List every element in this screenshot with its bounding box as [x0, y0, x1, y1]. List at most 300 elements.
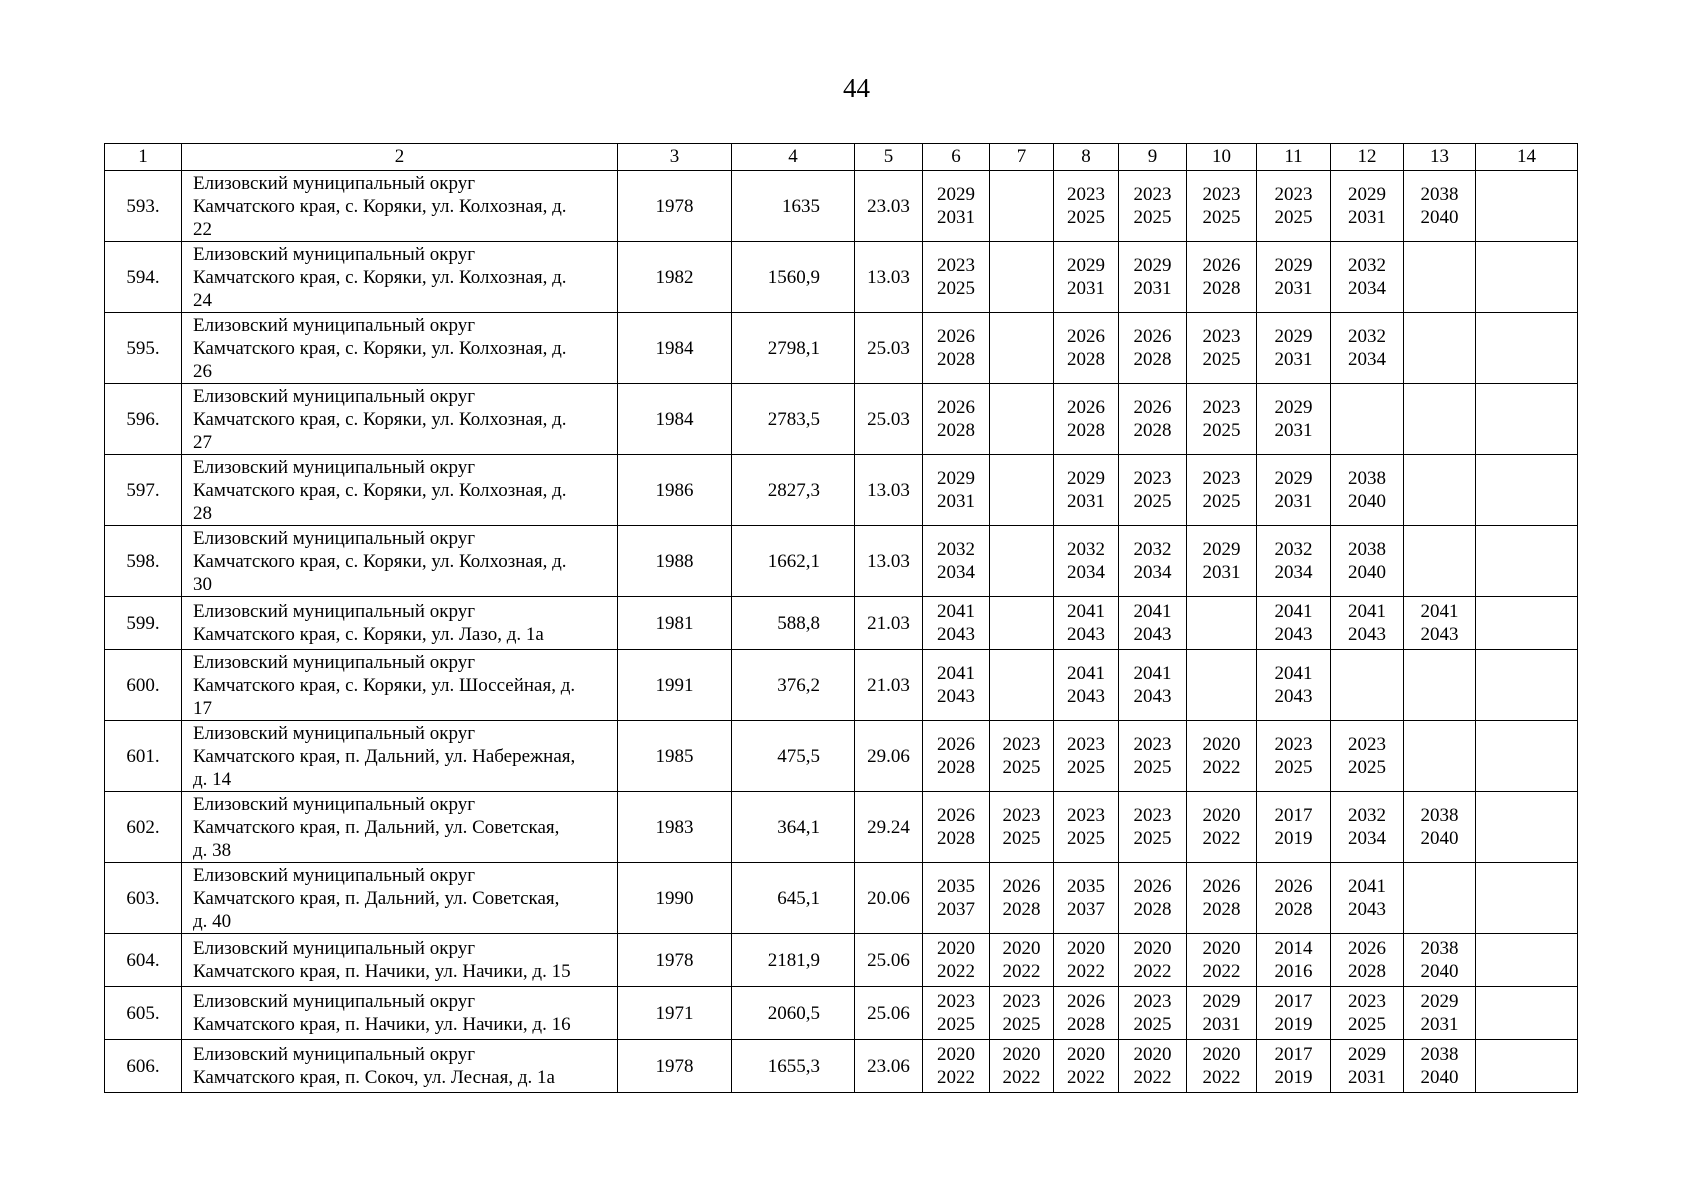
period-cell — [1187, 934, 1257, 987]
period-year: 2032 — [1133, 539, 1172, 560]
period-year: 2025 — [1133, 207, 1172, 228]
period-year: 2025 — [1002, 1014, 1041, 1035]
period-year: 2026 — [1067, 397, 1105, 418]
period-year: 2040 — [1420, 828, 1459, 849]
period-year: 2028 — [1067, 1014, 1105, 1035]
period-year: 2028 — [937, 349, 975, 370]
period-cell — [1476, 526, 1578, 597]
period-year: 2028 — [937, 828, 975, 849]
period-year: 2022 — [1202, 757, 1241, 778]
period-cell — [1257, 597, 1331, 650]
period-year: 2031 — [1348, 1067, 1386, 1088]
period-cell — [1476, 721, 1578, 792]
period-cell — [1476, 863, 1578, 934]
period-year: 2041 — [1067, 601, 1105, 622]
period-year: 2026 — [1202, 876, 1241, 897]
address-line: Елизовский муниципальный округ — [193, 243, 475, 265]
period-cell — [1404, 171, 1476, 242]
address-line: Камчатского края, с. Коряки, ул. Колхозная, д. — [193, 479, 567, 501]
header-cell-6: 6 — [923, 144, 990, 171]
period-year: 2029 — [1202, 991, 1241, 1012]
address-line: д. 40 — [193, 910, 232, 932]
period-cell — [1119, 242, 1187, 313]
period-year: 2031 — [1274, 491, 1313, 512]
period-year: 2040 — [1348, 491, 1386, 512]
period-year: 2025 — [1202, 349, 1241, 370]
period-cell — [1476, 792, 1578, 863]
period-cell — [1187, 792, 1257, 863]
period-cell — [923, 384, 990, 455]
period-year: 2028 — [1133, 420, 1172, 441]
period-cell — [923, 1040, 990, 1093]
period-cell — [1187, 455, 1257, 526]
period-cell — [1404, 934, 1476, 987]
address-cell — [182, 721, 618, 792]
period-year: 2043 — [1348, 899, 1386, 920]
period-cell — [990, 650, 1054, 721]
year-cell: 1978 — [618, 1040, 732, 1093]
period-year: 2025 — [1067, 757, 1105, 778]
header-cell-11: 11 — [1257, 144, 1331, 171]
header-cell-13: 13 — [1404, 144, 1476, 171]
year-cell: 1991 — [618, 650, 732, 721]
period-year: 2022 — [1202, 828, 1241, 849]
row-number: 606. — [105, 1040, 182, 1093]
row-number: 605. — [105, 987, 182, 1040]
address-line: 17 — [193, 697, 212, 719]
header-cell-2: 2 — [182, 144, 618, 171]
period-year: 2034 — [1348, 828, 1386, 849]
row-number: 594. — [105, 242, 182, 313]
period-cell — [1119, 597, 1187, 650]
period-year: 2041 — [937, 663, 975, 684]
period-cell — [1404, 242, 1476, 313]
address-line: 24 — [193, 289, 212, 311]
address-cell — [182, 242, 618, 313]
period-year: 2019 — [1274, 1014, 1313, 1035]
period-cell — [923, 792, 990, 863]
row-number: 596. — [105, 384, 182, 455]
period-year: 2026 — [1348, 938, 1386, 959]
period-cell — [990, 242, 1054, 313]
period-cell — [1331, 721, 1404, 792]
period-year: 2025 — [1348, 1014, 1386, 1035]
period-year: 2028 — [1067, 349, 1105, 370]
period-cell — [1257, 792, 1331, 863]
area-cell: 2181,9 — [732, 934, 855, 987]
row-number: 599. — [105, 597, 182, 650]
period-cell — [923, 455, 990, 526]
period-year: 2025 — [1202, 207, 1241, 228]
period-cell — [923, 987, 990, 1040]
period-year: 2031 — [1420, 1014, 1459, 1035]
period-year: 2040 — [1420, 207, 1459, 228]
period-year: 2041 — [1348, 601, 1386, 622]
period-cell — [1119, 455, 1187, 526]
period-year: 2043 — [937, 686, 975, 707]
period-year: 2032 — [937, 539, 975, 560]
period-cell — [1476, 1040, 1578, 1093]
period-cell — [1331, 792, 1404, 863]
period-year: 2023 — [1002, 805, 1041, 826]
period-year: 2029 — [1067, 255, 1105, 276]
address-cell — [182, 313, 618, 384]
period-year: 2026 — [1002, 876, 1041, 897]
period-year: 2038 — [1348, 468, 1386, 489]
period-cell — [990, 313, 1054, 384]
period-year: 2043 — [1420, 624, 1459, 645]
address-cell — [182, 1040, 618, 1093]
header-cell-10: 10 — [1187, 144, 1257, 171]
address-cell — [182, 987, 618, 1040]
period-year: 2038 — [1420, 184, 1459, 205]
period-year: 2029 — [1348, 1044, 1386, 1065]
period-year: 2040 — [1420, 1067, 1459, 1088]
period-year: 2031 — [1133, 278, 1172, 299]
period-cell — [1404, 987, 1476, 1040]
period-cell — [1404, 792, 1476, 863]
period-year: 2020 — [1202, 938, 1241, 959]
area-cell: 588,8 — [732, 597, 855, 650]
header-cell-1: 1 — [105, 144, 182, 171]
period-year: 2026 — [1067, 326, 1105, 347]
period-cell — [990, 1040, 1054, 1093]
header-cell-4: 4 — [732, 144, 855, 171]
row-number: 598. — [105, 526, 182, 597]
period-year: 2023 — [1202, 184, 1241, 205]
year-cell: 1988 — [618, 526, 732, 597]
address-line: Елизовский муниципальный округ — [193, 456, 475, 478]
period-year: 2023 — [1133, 805, 1172, 826]
period-cell — [1054, 1040, 1119, 1093]
period-year: 2019 — [1274, 828, 1313, 849]
year-cell: 1983 — [618, 792, 732, 863]
period-cell — [1054, 242, 1119, 313]
period-year: 2040 — [1348, 562, 1386, 583]
period-cell — [1187, 384, 1257, 455]
period-year: 2029 — [1202, 539, 1241, 560]
area-cell: 364,1 — [732, 792, 855, 863]
period-year: 2041 — [1274, 663, 1313, 684]
period-cell — [1257, 384, 1331, 455]
period-cell — [1331, 597, 1404, 650]
address-line: Елизовский муниципальный округ — [193, 938, 475, 959]
period-year: 2025 — [1274, 207, 1313, 228]
address-line: Камчатского края, п. Дальний, ул. Советская, — [193, 816, 560, 838]
header-cell-12: 12 — [1331, 144, 1404, 171]
period-year: 2031 — [937, 207, 975, 228]
period-year: 2031 — [1202, 562, 1241, 583]
row-number: 604. — [105, 934, 182, 987]
period-year: 2043 — [1274, 686, 1313, 707]
period-year: 2026 — [937, 734, 975, 755]
period-year: 2043 — [937, 624, 975, 645]
period-year: 2031 — [937, 491, 975, 512]
period-year: 2029 — [937, 468, 975, 489]
period-cell — [1054, 934, 1119, 987]
value-cell: 23.03 — [855, 171, 923, 242]
address-line: Елизовский муниципальный округ — [193, 722, 475, 744]
period-cell — [923, 597, 990, 650]
period-year: 2025 — [1133, 828, 1172, 849]
address-line: Елизовский муниципальный округ — [193, 172, 475, 194]
period-year: 2017 — [1274, 991, 1313, 1012]
area-cell: 1560,9 — [732, 242, 855, 313]
table-row — [105, 384, 1578, 455]
period-year: 2022 — [1002, 1067, 1041, 1088]
address-line: Елизовский муниципальный округ — [193, 385, 475, 407]
period-cell — [1404, 313, 1476, 384]
period-year: 2020 — [1067, 938, 1105, 959]
period-year: 2034 — [1274, 562, 1313, 583]
period-cell — [1257, 455, 1331, 526]
period-year: 2025 — [1348, 757, 1386, 778]
period-cell — [1054, 313, 1119, 384]
address-line: 30 — [193, 573, 212, 595]
period-year: 2020 — [1133, 1044, 1172, 1065]
period-cell — [1187, 313, 1257, 384]
period-year: 2029 — [1067, 468, 1105, 489]
period-cell — [1257, 650, 1331, 721]
address-cell — [182, 384, 618, 455]
address-line: Елизовский муниципальный округ — [193, 314, 475, 336]
period-year: 2026 — [937, 805, 975, 826]
year-cell: 1984 — [618, 313, 732, 384]
period-cell — [1404, 863, 1476, 934]
header-row — [105, 144, 1578, 171]
address-line: Камчатского края, с. Коряки, ул. Колхозная, д. — [193, 550, 567, 572]
period-cell — [1331, 1040, 1404, 1093]
table-row — [105, 171, 1578, 242]
period-year: 2025 — [1067, 207, 1105, 228]
period-cell — [1257, 526, 1331, 597]
period-cell — [1119, 934, 1187, 987]
address-cell — [182, 792, 618, 863]
period-year: 2034 — [1067, 562, 1105, 583]
address-line: д. 14 — [193, 768, 232, 790]
period-year: 2034 — [1133, 562, 1172, 583]
area-cell: 475,5 — [732, 721, 855, 792]
period-cell — [1054, 384, 1119, 455]
period-year: 2026 — [1133, 876, 1172, 897]
period-year: 2025 — [1133, 1014, 1172, 1035]
period-year: 2028 — [937, 420, 975, 441]
period-cell — [990, 721, 1054, 792]
value-cell: 25.03 — [855, 384, 923, 455]
period-year: 2029 — [1274, 255, 1313, 276]
period-cell — [1404, 1040, 1476, 1093]
period-year: 2025 — [937, 1014, 975, 1035]
period-year: 2023 — [1133, 734, 1172, 755]
period-year: 2023 — [1348, 991, 1386, 1012]
period-year: 2023 — [937, 255, 975, 276]
period-year: 2020 — [1067, 1044, 1105, 1065]
period-year: 2034 — [937, 562, 975, 583]
period-cell — [1054, 987, 1119, 1040]
address-line: Камчатского края, п. Дальний, ул. Советская, — [193, 887, 560, 909]
period-year: 2017 — [1274, 805, 1313, 826]
period-cell — [1119, 313, 1187, 384]
period-year: 2038 — [1348, 539, 1386, 560]
row-number: 593. — [105, 171, 182, 242]
address-cell — [182, 650, 618, 721]
period-year: 2023 — [1002, 991, 1041, 1012]
period-cell — [1119, 792, 1187, 863]
period-year: 2020 — [1202, 805, 1241, 826]
period-year: 2034 — [1348, 349, 1386, 370]
address-line: 28 — [193, 502, 212, 524]
period-year: 2026 — [937, 326, 975, 347]
period-year: 2041 — [937, 601, 975, 622]
period-cell — [1404, 455, 1476, 526]
period-year: 2038 — [1420, 1044, 1459, 1065]
period-year: 2035 — [1067, 876, 1105, 897]
period-year: 2029 — [1420, 991, 1459, 1012]
period-cell — [1187, 242, 1257, 313]
period-cell — [1404, 526, 1476, 597]
area-cell: 645,1 — [732, 863, 855, 934]
period-cell — [1476, 455, 1578, 526]
period-cell — [923, 313, 990, 384]
table-row — [105, 242, 1578, 313]
period-cell — [1331, 242, 1404, 313]
period-year: 2019 — [1274, 1067, 1313, 1088]
address-line: Камчатского края, с. Коряки, ул. Лазо, д. 1а — [193, 624, 544, 645]
period-cell — [1187, 721, 1257, 792]
period-cell — [1404, 650, 1476, 721]
period-year: 2020 — [1002, 1044, 1041, 1065]
area-cell: 2060,5 — [732, 987, 855, 1040]
period-cell — [1331, 934, 1404, 987]
area-cell: 1635 — [732, 171, 855, 242]
area-cell: 2798,1 — [732, 313, 855, 384]
period-year: 2023 — [1348, 734, 1386, 755]
period-year: 2043 — [1274, 624, 1313, 645]
address-line: Елизовский муниципальный округ — [193, 793, 475, 815]
period-cell — [1054, 455, 1119, 526]
period-cell — [1187, 171, 1257, 242]
period-year: 2041 — [1420, 601, 1459, 622]
period-cell — [1257, 987, 1331, 1040]
period-year: 2023 — [937, 991, 975, 1012]
period-year: 2023 — [1133, 468, 1172, 489]
period-year: 2025 — [1002, 757, 1041, 778]
period-year: 2026 — [1274, 876, 1313, 897]
period-year: 2023 — [1274, 184, 1313, 205]
period-cell — [1119, 526, 1187, 597]
value-cell: 25.03 — [855, 313, 923, 384]
header-cell-9: 9 — [1119, 144, 1187, 171]
period-cell — [1476, 171, 1578, 242]
row-number: 603. — [105, 863, 182, 934]
period-year: 2032 — [1274, 539, 1313, 560]
period-year: 2023 — [1002, 734, 1041, 755]
area-cell: 1655,3 — [732, 1040, 855, 1093]
period-year: 2022 — [1202, 1067, 1241, 1088]
row-number: 595. — [105, 313, 182, 384]
period-year: 2032 — [1348, 805, 1386, 826]
year-cell: 1985 — [618, 721, 732, 792]
period-cell — [1476, 650, 1578, 721]
value-cell: 25.06 — [855, 934, 923, 987]
period-cell — [990, 792, 1054, 863]
period-cell — [990, 597, 1054, 650]
period-year: 2041 — [1133, 663, 1172, 684]
period-cell — [1257, 171, 1331, 242]
address-line: Камчатского края, с. Коряки, ул. Колхозная, д. — [193, 195, 567, 217]
address-line: 26 — [193, 360, 212, 382]
address-cell — [182, 171, 618, 242]
address-cell — [182, 526, 618, 597]
period-year: 2020 — [1133, 938, 1172, 959]
period-cell — [990, 384, 1054, 455]
period-cell — [1257, 313, 1331, 384]
period-year: 2025 — [1274, 757, 1313, 778]
value-cell: 23.06 — [855, 1040, 923, 1093]
period-year: 2043 — [1133, 624, 1172, 645]
row-number: 600. — [105, 650, 182, 721]
period-year: 2038 — [1420, 938, 1459, 959]
period-cell — [1257, 1040, 1331, 1093]
address-line: Елизовский муниципальный округ — [193, 651, 475, 673]
period-year: 2022 — [1133, 961, 1172, 982]
address-line: Камчатского края, п. Дальний, ул. Набережная, — [193, 745, 576, 767]
period-year: 2041 — [1133, 601, 1172, 622]
table-row — [105, 987, 1578, 1040]
value-cell: 13.03 — [855, 526, 923, 597]
year-cell: 1986 — [618, 455, 732, 526]
period-year: 2026 — [1067, 991, 1105, 1012]
period-cell — [1054, 650, 1119, 721]
address-line: 22 — [193, 218, 212, 240]
period-cell — [1331, 650, 1404, 721]
address-line: Камчатского края, п. Начики, ул. Начики, д. 15 — [193, 961, 571, 982]
address-cell — [182, 455, 618, 526]
table-row — [105, 597, 1578, 650]
period-year: 2023 — [1067, 734, 1105, 755]
period-year: 2022 — [937, 961, 975, 982]
period-year: 2016 — [1274, 961, 1313, 982]
value-cell: 13.03 — [855, 242, 923, 313]
period-year: 2020 — [1202, 1044, 1241, 1065]
table-row — [105, 526, 1578, 597]
period-cell — [1119, 1040, 1187, 1093]
period-cell — [1331, 526, 1404, 597]
year-cell: 1982 — [618, 242, 732, 313]
area-cell: 1662,1 — [732, 526, 855, 597]
period-cell — [1187, 987, 1257, 1040]
period-year: 2022 — [1067, 1067, 1105, 1088]
period-year: 2031 — [1348, 207, 1386, 228]
row-number: 602. — [105, 792, 182, 863]
period-year: 2023 — [1202, 397, 1241, 418]
period-cell — [1476, 597, 1578, 650]
period-year: 2031 — [1274, 349, 1313, 370]
period-year: 2043 — [1348, 624, 1386, 645]
period-year: 2022 — [937, 1067, 975, 1088]
address-line: Елизовский муниципальный округ — [193, 864, 475, 886]
period-cell — [1187, 1040, 1257, 1093]
address-line: Елизовский муниципальный округ — [193, 527, 475, 549]
period-cell — [923, 863, 990, 934]
period-cell — [990, 934, 1054, 987]
period-year: 2043 — [1133, 686, 1172, 707]
address-line: д. 38 — [193, 839, 232, 861]
period-year: 2041 — [1067, 663, 1105, 684]
period-cell — [1476, 313, 1578, 384]
period-year: 2017 — [1274, 1044, 1313, 1065]
period-year: 2026 — [1202, 255, 1241, 276]
